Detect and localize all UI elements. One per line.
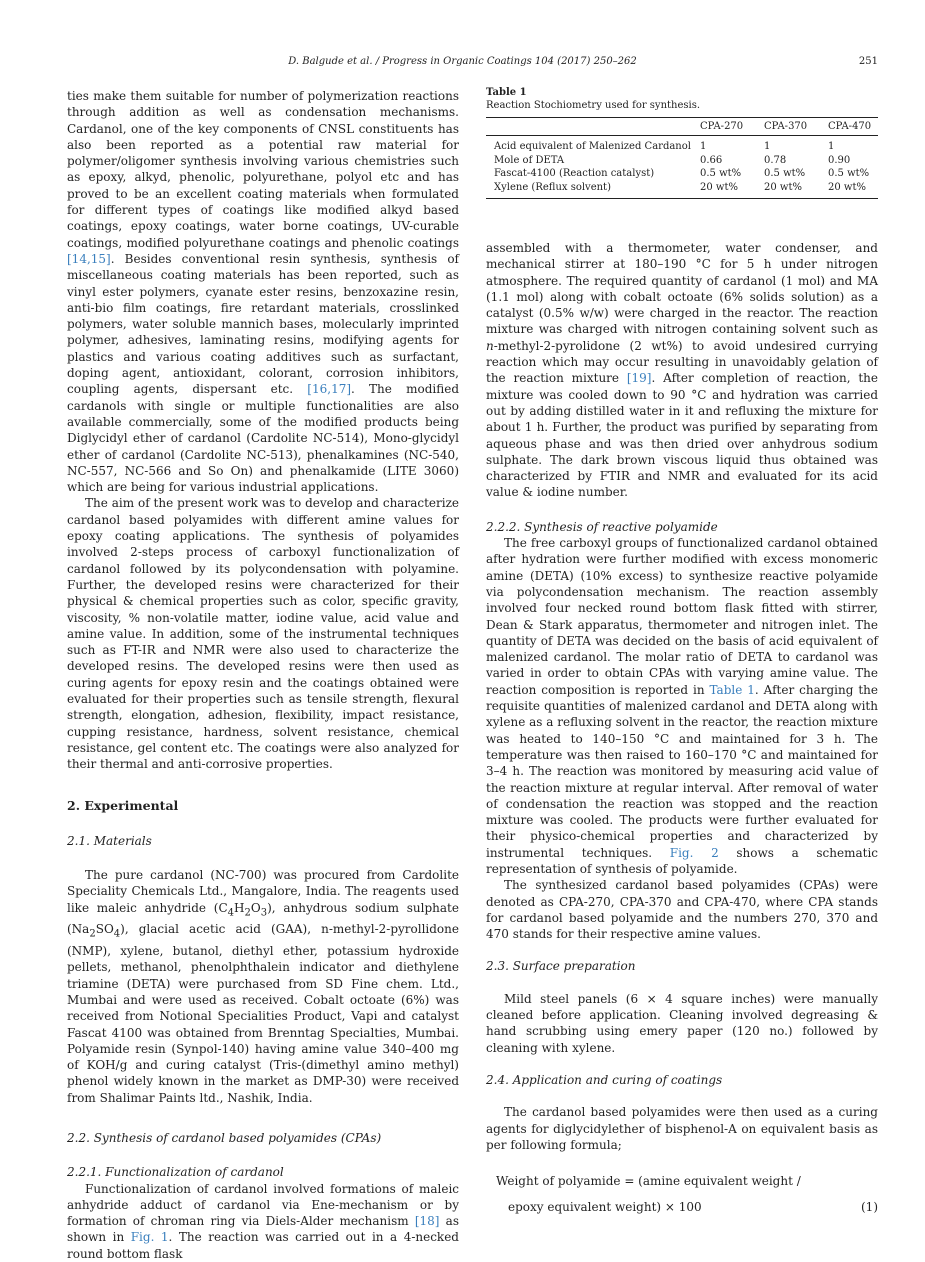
citation-link[interactable]: [16,17] [307,382,352,397]
right-column [486,240,878,1225]
citation-link[interactable]: [14,15] [67,251,111,266]
table-header-row: CPA-270 CPA-370 CPA-470 [486,118,878,136]
subsection-heading: 2.3. Surface preparation [486,959,636,974]
subsubsection-heading: 2.2.1. Functionalization of cardanol [67,1165,284,1180]
page-header [0,56,925,70]
paragraph: The pure cardanol (NC-700) was procured from Cardolite Speciality Chemicals Ltd., Mangalore, India. The reagents used like maleic anhydride $(C_4H_2O_3)$, anhydrous sodium sulphate $(Na_2SO_4)$, glacial acetic acid (GAA), n-methyl-2-pyrollidone (NMP), xylene, butanol, diethyl ether, potassium hydroxide pellets, methanol, phenolphthalein indicator and diethylene triamine (DETA) were purchased from SD Fine chem. Ltd., Mumbai and were used as received. Cobalt octoate (6%) was received from Notional Specialities Product, Vapi and catalyst Fascat 4100 was obtained from Brenntag Specialties, Mumbai. Polyamide resin (Synpol-140) having amine value 340–400 mg of KOH/g and curing catalyst (Tris-(dimethyl amino methyl) phenol widely known in the market as DMP-30) were received from Shalimar Paints ltd., Nashik, India. [67,868,459,1105]
table-row: Fascat-4100 (Reaction catalyst) 0.5 wt% 0.5 wt% 0.5 wt% [494,168,870,179]
subsection-heading: 2.4. Application and curing of coatings [486,1072,723,1087]
paragraph: The synthesized cardanol based polyamides (CPAs) were denoted as CPA-270, CPA-370 and CPA-470, where CPA stands for cardanol based polyamide and the numbers 270, 370 and 470 stands for their respective amine values. [486,878,878,942]
figure-link[interactable]: Fig. 2 [669,845,719,860]
paragraph: ties make them suitable for number of polymerization reactions through addition as well as condensation mechanisms. Cardanol, one of the key components of CNSL constituents has also been reported as a potential raw material for polymer/oligomer synthesis involving various chemistries such as epoxy, alkyd, phenolic, polyurethane, polyol etc and has proved to be an excellent coating materials when formulated for different types of coatings like modified alkyd based coatings, epoxy coatings, water borne coatings, UV-curable coatings, modified polyurethane coatings and phenolic coatings [14,15]. Besides conventional resin synthesis, synthesis of miscellaneous coating materials has been reported, such as vinyl ester polymers, cyanate ester resins, benzoxazine resin, anti-bio film coatings, fire retardant materials, crosslinked polymers, water soluble mannich bases, molecularly imprinted polymer, adhesives, laminating resins, modifying agents for plastics and various coating additives such as surfactant, doping agent, antioxidant, colorant, corrosion inhibitors, coupling agents, dispersant etc. [16,17]. The modified cardanols with single or multiple functionalities are also available commercially, some of the modified products being Diglycidyl ether of cardanol (Cardolite NC-514), Mono-glycidyl ether of cardanol (Cardolite NC-513), phenalkamines (NC-540, NC-557, NC-566 and So On) and phenalkamide (LITE 3060) which are being for various industrial applications. [67,89,460,495]
equation-number: (1) [861,1200,878,1215]
page-number: 251 [858,56,878,67]
citation-link[interactable]: [18] [414,1214,440,1229]
paragraph: Functionalization of cardanol involved formations of maleic anhydride adduct of cardanol via Ene-mechanism or by formation of chroman ring via Diels-Alder mechanism [18] as shown in Fig. 1. The reaction was carried out in a 4-necked round bottom flask [67,1181,459,1261]
table-caption: Reaction Stochiometry used for synthesis. [486,100,701,111]
paragraph: assembled with a thermometer, water condenser, and mechanical stirrer at 180–190 °C for 5 h under nitrogen atmosphere. The required quantity of cardanol (1 mol) and MA (1.1 mol) along with cobalt octoate (6% solids solution) as a catalyst (0.5% w/w) were charged in the reactor. The reaction mixture was charged with nitrogen containing solvent such as n-methyl-2-pyrolidone (2 wt%) to avoid undesired currying reaction which may occur resulting in unavoidably gelation of the reaction mixture [19]. After completion of reaction, the mixture was cooled down to 90 °C and hydration was carried out by adding distilled water in it and refluxing the mixture for about 1 h. Further, the product was purified by separating from aqueous phase and was then dried over anhydrous sodium sulphate. The dark brown viscous liquid thus obtained was characterized by FTIR and NMR and evaluated for its acid value & iodine number. [486,241,879,500]
paragraph: The aim of the present work was to develop and characterize cardanol based polyamides with different amine values for epoxy coating applications. The synthesis of polyamides involved 2-steps process of carboxyl functionalization of cardanol followed by its polycondensation with polyamine. Further, the developed resins were characterized for their physical & chemical properties such as color, specific gravity, viscosity, % non-volatile matter, iodine value, acid value and amine value. In addition, some of the instrumental techniques such as FT-IR and NMR were also used to characterize the developed resins. The developed resins were then used as curing agents for epoxy resin and the coatings obtained were evaluated for their properties such as tensile strength, flexural strength, elongation, adhesion, flexibility, impact resistance, cupping resistance, hardness, solvent resistance, chemical resistance, gel content etc. The coatings were also analyzed for their thermal and anti-corrosive properties. [67,496,459,772]
paragraph: The cardanol based polyamides were then used as a curing agents for diglycidylether of bisphenol-A on equivalent basis as per following formula; [486,1105,878,1152]
subsubsection-heading: 2.2.2. Synthesis of reactive polyamide [486,519,718,534]
subsection-heading: 2.1. Materials [67,833,152,848]
table-link[interactable]: Table 1 [709,682,755,697]
citation-link[interactable]: [19] [626,371,652,386]
figure-link[interactable]: Fig. 1 [130,1230,169,1245]
left-column [67,88,459,1262]
equation-1 [486,1173,878,1225]
subsection-heading: 2.2. Synthesis of cardanol based polyamides (CPAs) [67,1131,382,1145]
paragraph: Mild steel panels (6 × 4 square inches) were manually cleaned before application. Cleaning involved degreasing & hand scrubbing using emery paper (120 no.) followed by cleaning with xylene. [486,991,878,1055]
running-title: D. Balgude et al. / Progress in Organic Coatings 104 (2017) 250–262 [288,56,637,67]
table-row: Mole of DETA 0.66 0.78 0.90 [494,154,851,166]
section-heading: 2. Experimental [67,798,179,814]
equation-line: epoxy equivalent weight) × 100 [508,1200,702,1215]
table-row: Xylene (Reflux solvent) 20 wt% 20 wt% 20 wt% [494,181,866,193]
table-1 [486,86,878,199]
stoichiometry-table [486,117,878,199]
paragraph: The free carboxyl groups of functionalized cardanol obtained after hydration were further modified with excess monomeric amine (DETA) (10% excess) to synthesize reactive polyamide via polycondensation mechanism. The reaction assembly involved four necked round bottom flask fitted with stirrer, Dean & Stark apparatus, thermometer and nitrogen inlet. The quantity of DETA was decided on the basis of acid equivalent of malenized cardanol. The molar ratio of DETA to cardanol was varied in order to obtain CPAs with varying amine value. The reaction composition is reported in Table 1. After charging the requisite quantities of malenized cardanol and DETA along with xylene as a refluxing solvent in the reactor, the reaction mixture was heated to 140–150 °C and maintained for 3 h. The temperature was then raised to 160–170 °C and maintained for 3–4 h. The reaction was monitored by measuring acid value of the reaction mixture at regular interval. After removal of water of condensation the reaction was stopped and the reaction mixture was cooled. The products were further evaluated for their physico-chemical properties and characterized by instrumental techniques. Fig. 2 shows a schematic representation of synthesis of polyamide. [486,536,878,876]
table-row: Acid equivalent of Malenized Cardanol 1 1 1 [494,141,835,152]
table-label: Table 1 [486,87,527,98]
equation-line: Weight of polyamide = (amine equivalent weight / [496,1174,801,1189]
